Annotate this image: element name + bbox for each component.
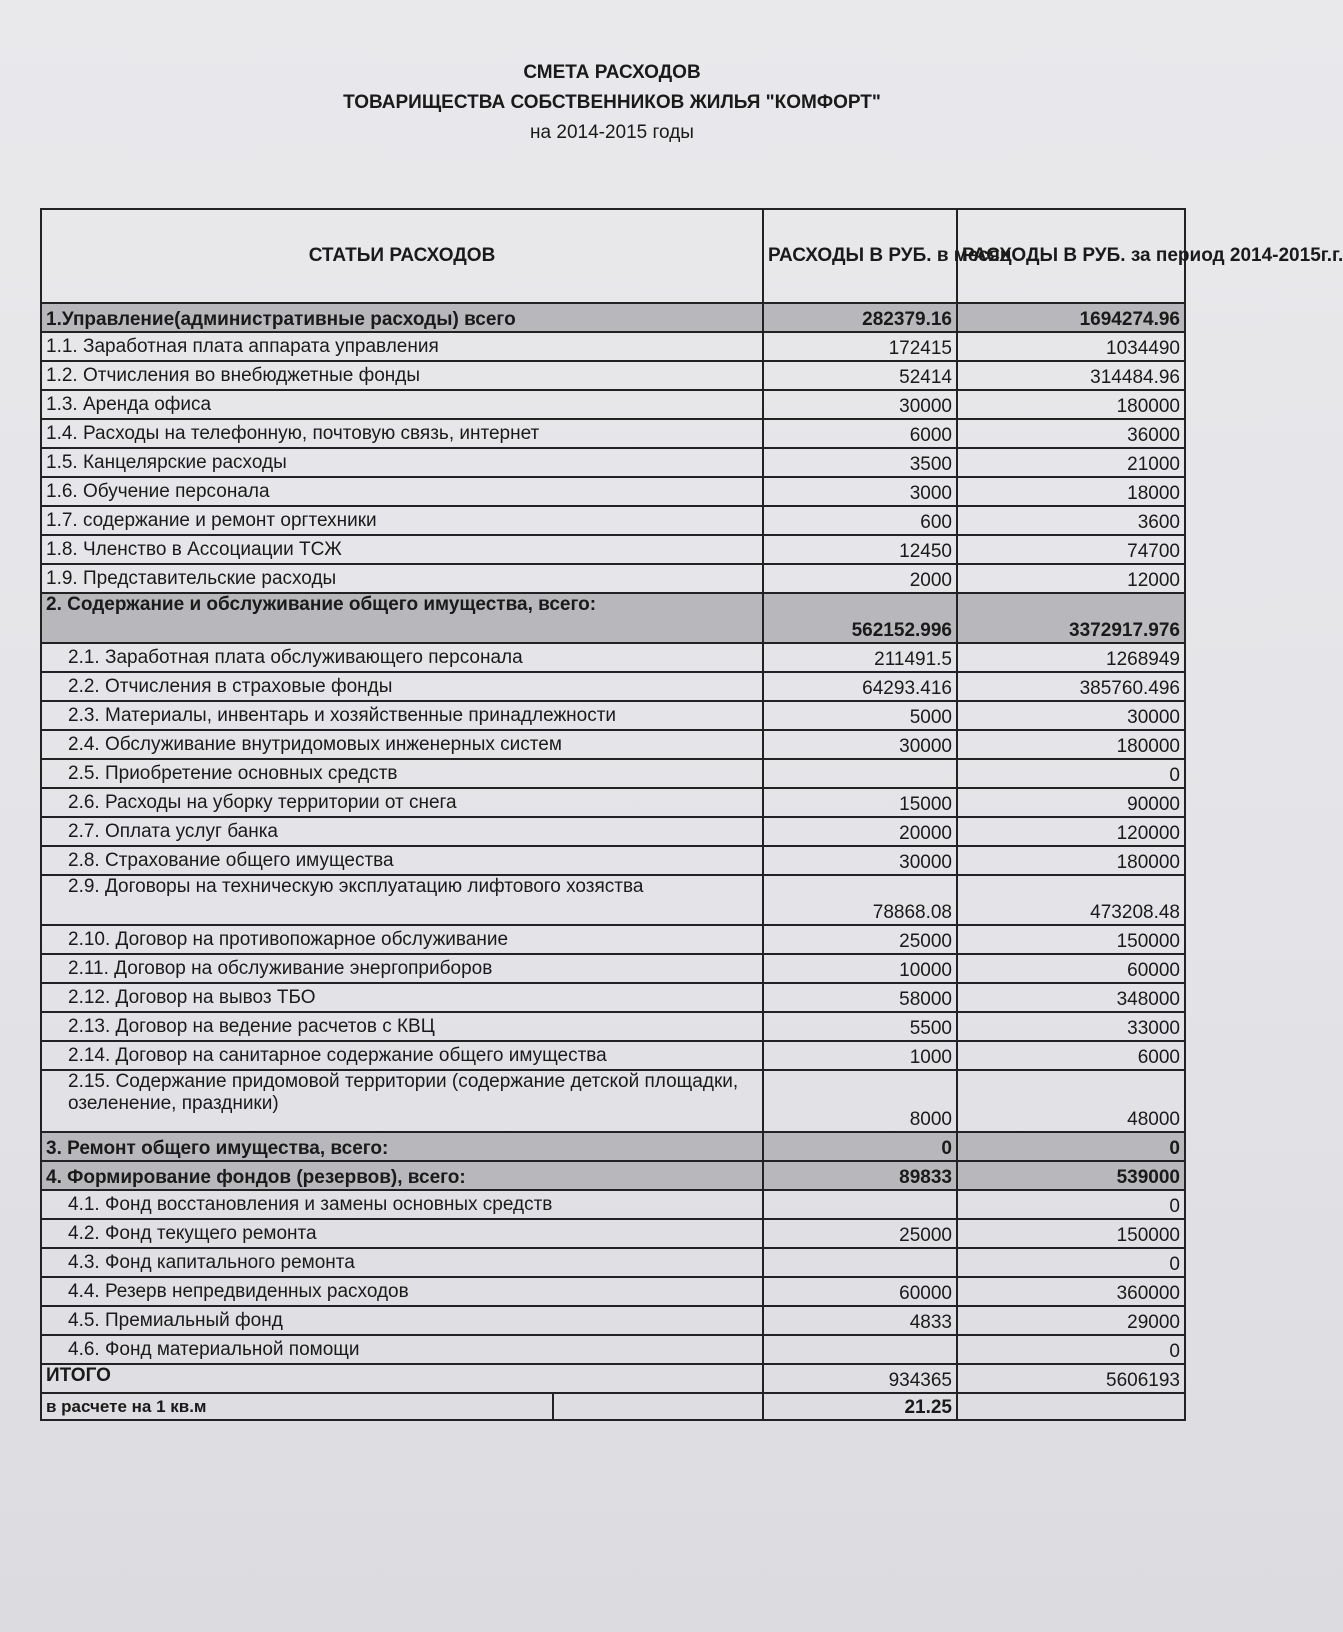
monthly-value: 562152.996: [763, 593, 957, 643]
monthly-value: 1000: [763, 1041, 957, 1070]
per-sqm-period: [957, 1393, 1185, 1420]
monthly-value: 282379.16: [763, 303, 957, 332]
expense-table: [40, 208, 1343, 1421]
total-monthly: 934365: [763, 1364, 957, 1393]
table-row: [41, 332, 1185, 361]
period-value: 60000: [957, 954, 1185, 983]
table-row: [41, 925, 1185, 954]
item-name: 2.10. Договор на противопожарное обслуживание: [41, 925, 763, 954]
per-sqm-blank: [553, 1393, 763, 1420]
table-row: [41, 419, 1185, 448]
period-value: 150000: [957, 1219, 1185, 1248]
period-value: 360000: [957, 1277, 1185, 1306]
item-name: 1.2. Отчисления во внебюджетные фонды: [41, 361, 763, 390]
monthly-value: 5500: [763, 1012, 957, 1041]
item-name: 2.11. Договор на обслуживание энергоприборов: [41, 954, 763, 983]
monthly-value: 52414: [763, 361, 957, 390]
table-row: [41, 506, 1185, 535]
period-value: 6000: [957, 1041, 1185, 1070]
period-value: 0: [957, 1335, 1185, 1364]
monthly-value: 10000: [763, 954, 957, 983]
monthly-value: 8000: [763, 1070, 957, 1132]
section-row: [41, 1132, 1185, 1161]
period-value: 314484.96: [957, 361, 1185, 390]
document-subtitle: ТОВАРИЩЕСТВА СОБСТВЕННИКОВ ЖИЛЬЯ "КОМФОРТ": [343, 92, 881, 113]
per-sqm-monthly: 21.25: [763, 1393, 957, 1420]
item-name: 4.5. Премиальный фонд: [41, 1306, 763, 1335]
table-row: [41, 983, 1185, 1012]
monthly-value: 6000: [763, 419, 957, 448]
monthly-value: 25000: [763, 925, 957, 954]
item-name: 1.Управление(административные расходы) всего: [41, 303, 763, 332]
item-name: 1.4. Расходы на телефонную, почтовую связь, интернет: [41, 419, 763, 448]
monthly-value: [763, 1248, 957, 1277]
table-row: [41, 1070, 1185, 1132]
monthly-value: [763, 759, 957, 788]
period-value: 12000: [957, 564, 1185, 593]
table-row: [41, 817, 1185, 846]
item-name: 2.5. Приобретение основных средств: [41, 759, 763, 788]
period-value: 150000: [957, 925, 1185, 954]
period-value: 21000: [957, 448, 1185, 477]
total-row: [41, 1364, 1185, 1393]
period-value: 180000: [957, 846, 1185, 875]
item-name: 2.13. Договор на ведение расчетов с КВЦ: [41, 1012, 763, 1041]
monthly-value: 211491.5: [763, 643, 957, 672]
monthly-value: 2000: [763, 564, 957, 593]
table-row: [41, 361, 1185, 390]
item-name: 1.6. Обучение персонала: [41, 477, 763, 506]
monthly-value: 60000: [763, 1277, 957, 1306]
period-value: 90000: [957, 788, 1185, 817]
period-value: 180000: [957, 730, 1185, 759]
period-value: 473208.48: [957, 875, 1185, 925]
section-row: [41, 593, 1185, 643]
table-row: [41, 730, 1185, 759]
monthly-value: 25000: [763, 1219, 957, 1248]
period-value: 0: [957, 1248, 1185, 1277]
item-name: 4.2. Фонд текущего ремонта: [41, 1219, 763, 1248]
period-value: 30000: [957, 701, 1185, 730]
monthly-value: 15000: [763, 788, 957, 817]
period-value: 385760.496: [957, 672, 1185, 701]
section-row: [41, 303, 1185, 332]
document-period: на 2014-2015 годы: [530, 122, 694, 143]
item-name: 4.4. Резерв непредвиденных расходов: [41, 1277, 763, 1306]
document-title: СМЕТА РАСХОДОВ: [523, 62, 701, 83]
period-value: 29000: [957, 1306, 1185, 1335]
monthly-value: 30000: [763, 730, 957, 759]
table-row: [41, 788, 1185, 817]
item-name: 2.3. Материалы, инвентарь и хозяйственные принадлежности: [41, 701, 763, 730]
monthly-value: 89833: [763, 1161, 957, 1190]
item-name: 2.12. Договор на вывоз ТБО: [41, 983, 763, 1012]
table-row: [41, 535, 1185, 564]
table-row: [41, 477, 1185, 506]
item-name: 3. Ремонт общего имущества, всего:: [41, 1132, 763, 1161]
period-value: 3372917.976: [957, 593, 1185, 643]
period-value: 348000: [957, 983, 1185, 1012]
item-name: 4.3. Фонд капитального ремонта: [41, 1248, 763, 1277]
monthly-value: 3000: [763, 477, 957, 506]
period-value: 1268949: [957, 643, 1185, 672]
table-row: [41, 1306, 1185, 1335]
item-name: 1.8. Членство в Ассоциации ТСЖ: [41, 535, 763, 564]
monthly-value: 12450: [763, 535, 957, 564]
total-period: 5606193: [957, 1364, 1185, 1393]
item-name: 2.6. Расходы на уборку территории от снега: [41, 788, 763, 817]
table-row: [41, 1012, 1185, 1041]
item-name: 1.5. Канцелярские расходы: [41, 448, 763, 477]
header-row: [41, 209, 1185, 303]
header-monthly: РАСХОДЫ В РУБ. в месяц: [763, 209, 957, 303]
monthly-value: 3500: [763, 448, 957, 477]
item-name: 1.7. содержание и ремонт оргтехники: [41, 506, 763, 535]
table-row: [41, 672, 1185, 701]
table-row: [41, 390, 1185, 419]
item-name: 2.7. Оплата услуг банка: [41, 817, 763, 846]
item-name: 2.1. Заработная плата обслуживающего персонала: [41, 643, 763, 672]
monthly-value: 4833: [763, 1306, 957, 1335]
period-value: 1694274.96: [957, 303, 1185, 332]
table-row: [41, 1277, 1185, 1306]
table-row: [41, 643, 1185, 672]
period-value: 0: [957, 759, 1185, 788]
item-name: 2.4. Обслуживание внутридомовых инженерных систем: [41, 730, 763, 759]
item-name: 2.14. Договор на санитарное содержание общего имущества: [41, 1041, 763, 1070]
item-name: 2.8. Страхование общего имущества: [41, 846, 763, 875]
monthly-value: 58000: [763, 983, 957, 1012]
table-row: [41, 954, 1185, 983]
per-sqm-label: в расчете на 1 кв.м: [41, 1393, 553, 1420]
table-row: [41, 1190, 1185, 1219]
period-value: 1034490: [957, 332, 1185, 361]
table-row: [41, 448, 1185, 477]
period-value: 3600: [957, 506, 1185, 535]
total-label: ИТОГО: [41, 1364, 763, 1393]
monthly-value: 64293.416: [763, 672, 957, 701]
item-name: 4.1. Фонд восстановления и замены основных средств: [41, 1190, 763, 1219]
period-value: 0: [957, 1190, 1185, 1219]
period-value: 0: [957, 1132, 1185, 1161]
period-value: 74700: [957, 535, 1185, 564]
table-row: [41, 1219, 1185, 1248]
table-row: [41, 1041, 1185, 1070]
header-period: РАСХОДЫ В РУБ. за период 2014-2015г.г.: [957, 209, 1185, 303]
period-value: 33000: [957, 1012, 1185, 1041]
item-name: 2. Содержание и обслуживание общего имущества, всего:: [41, 593, 763, 643]
monthly-value: 600: [763, 506, 957, 535]
item-name: 1.3. Аренда офиса: [41, 390, 763, 419]
item-name: 2.15. Содержание придомовой территории (содержание детской площадки, озеленение, праздники): [41, 1070, 763, 1132]
item-name: 4.6. Фонд материальной помощи: [41, 1335, 763, 1364]
period-value: 48000: [957, 1070, 1185, 1132]
period-value: 18000: [957, 477, 1185, 506]
monthly-value: 172415: [763, 332, 957, 361]
item-name: 1.1. Заработная плата аппарата управления: [41, 332, 763, 361]
monthly-value: [763, 1190, 957, 1219]
table-row: [41, 564, 1185, 593]
table-row: [41, 1248, 1185, 1277]
period-value: 539000: [957, 1161, 1185, 1190]
item-name: 4. Формирование фондов (резервов), всего:: [41, 1161, 763, 1190]
item-name: 2.9. Договоры на техническую эксплуатацию лифтового хозяства: [41, 875, 763, 925]
period-value: 36000: [957, 419, 1185, 448]
monthly-value: 30000: [763, 846, 957, 875]
item-name: 2.2. Отчисления в страховые фонды: [41, 672, 763, 701]
monthly-value: [763, 1335, 957, 1364]
monthly-value: 0: [763, 1132, 957, 1161]
monthly-value: 78868.08: [763, 875, 957, 925]
per-sqm-row: [41, 1393, 1185, 1420]
monthly-value: 30000: [763, 390, 957, 419]
table-row: [41, 1335, 1185, 1364]
table-row: [41, 759, 1185, 788]
table-row: [41, 875, 1185, 925]
table-row: [41, 846, 1185, 875]
monthly-value: 5000: [763, 701, 957, 730]
header-item: СТАТЬИ РАСХОДОВ: [41, 209, 763, 303]
period-value: 180000: [957, 390, 1185, 419]
period-value: 120000: [957, 817, 1185, 846]
table-row: [41, 701, 1185, 730]
monthly-value: 20000: [763, 817, 957, 846]
item-name: 1.9. Представительские расходы: [41, 564, 763, 593]
section-row: [41, 1161, 1185, 1190]
